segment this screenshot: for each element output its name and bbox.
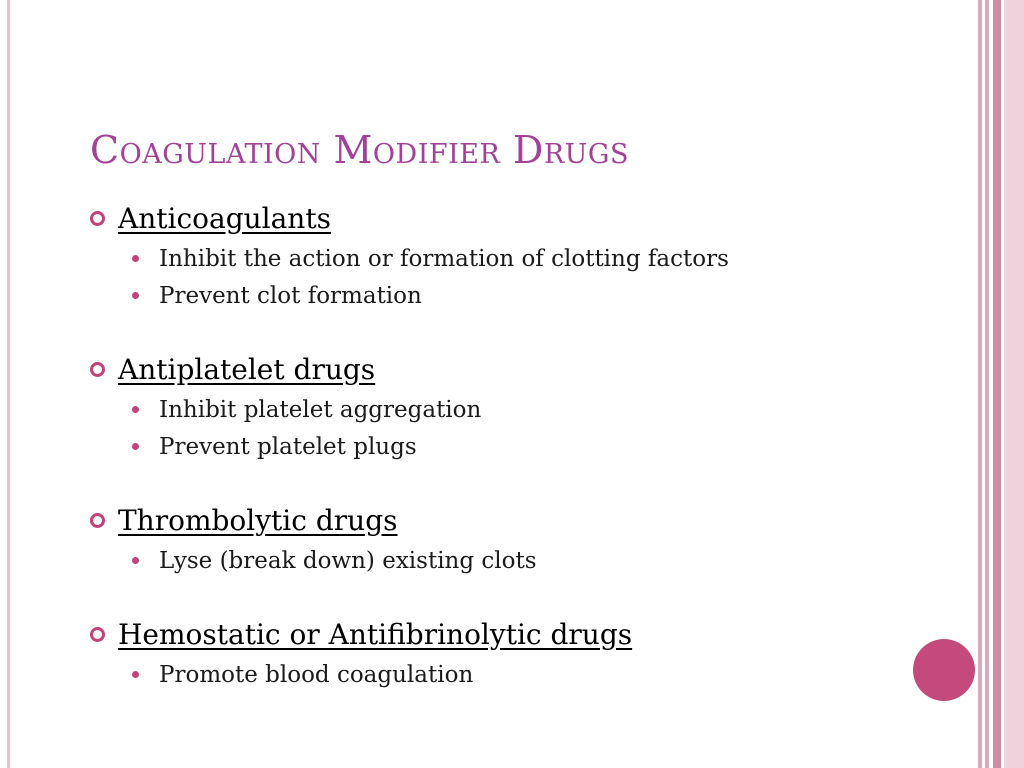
sub-bullet-text: Inhibit platelet aggregation: [159, 396, 482, 423]
section-heading: Hemostatic or Antifibrinolytic drugs: [118, 617, 633, 651]
section-heading-row: [90, 196, 940, 240]
sub-bullet-item: [132, 240, 940, 277]
dot-bullet-icon: [132, 292, 139, 299]
ring-bullet-icon: [90, 627, 105, 642]
section-heading-row: [90, 347, 940, 391]
right-stripe-1: [978, 0, 982, 768]
sub-bullet-list: [90, 542, 940, 579]
dot-bullet-icon: [132, 671, 139, 678]
section-heading-row: [90, 498, 940, 542]
sub-bullet-item: [132, 428, 940, 465]
sub-bullet-item: [132, 656, 940, 693]
sub-bullet-item: [132, 277, 940, 314]
sub-bullet-list: [90, 240, 940, 314]
sub-bullet-item: [132, 391, 940, 428]
ring-bullet-icon: [90, 513, 105, 528]
ring-bullet-icon: [90, 211, 105, 226]
section-thrombolytic: [90, 498, 940, 579]
section-antiplatelet: [90, 347, 940, 465]
sub-bullet-text: Prevent platelet plugs: [159, 433, 417, 460]
sub-bullet-list: [90, 391, 940, 465]
right-stripe-3: [993, 0, 1001, 768]
slide-content: [90, 196, 940, 693]
ring-bullet-icon: [90, 362, 105, 377]
slide-title: Coagulation Modifier Drugs: [90, 128, 629, 172]
dot-bullet-icon: [132, 406, 139, 413]
section-heading: Antiplatelet drugs: [118, 352, 376, 386]
dot-bullet-icon: [132, 443, 139, 450]
section-heading: Thrombolytic drugs: [118, 503, 398, 537]
section-hemostatic: [90, 612, 940, 693]
sub-bullet-text: Inhibit the action or formation of clotting factors: [159, 245, 729, 272]
sub-bullet-list: [90, 656, 940, 693]
dot-bullet-icon: [132, 557, 139, 564]
right-stripe-4: [1004, 0, 1024, 768]
decorative-circle: [913, 639, 975, 701]
section-heading: Anticoagulants: [118, 201, 331, 235]
sub-bullet-text: Lyse (break down) existing clots: [159, 547, 537, 574]
section-anticoagulants: [90, 196, 940, 314]
sub-bullet-text: Promote blood coagulation: [159, 661, 474, 688]
right-stripe-2: [985, 0, 989, 768]
sub-bullet-item: [132, 542, 940, 579]
left-decorative-line: [7, 0, 10, 768]
sub-bullet-text: Prevent clot formation: [159, 282, 422, 309]
section-heading-row: [90, 612, 940, 656]
dot-bullet-icon: [132, 255, 139, 262]
